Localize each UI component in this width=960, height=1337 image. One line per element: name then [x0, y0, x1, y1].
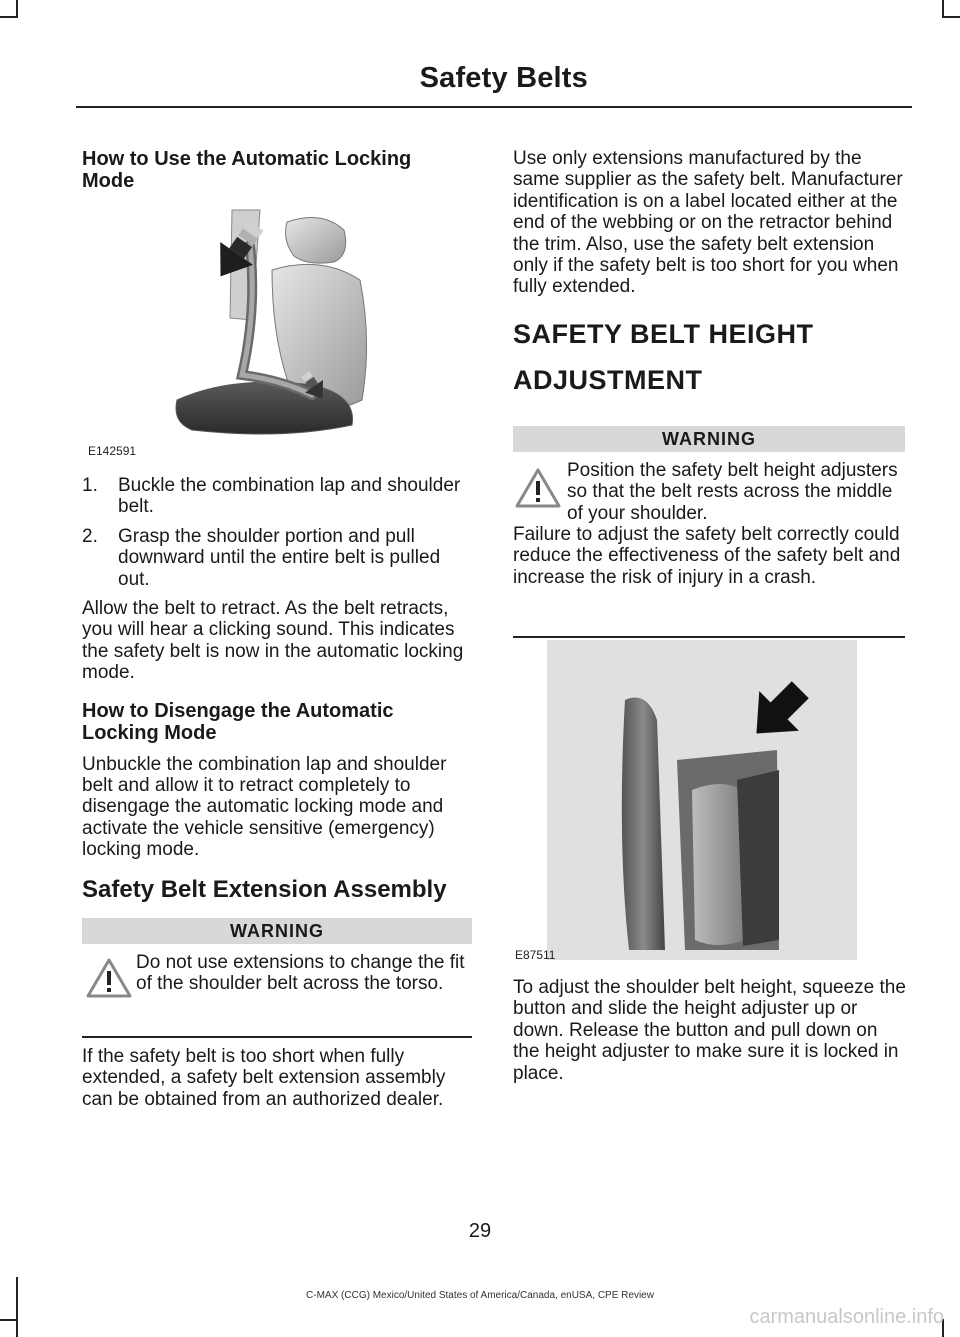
warning-triangle-icon	[515, 468, 561, 508]
step-number: 2.	[82, 525, 98, 547]
paragraph-extension-dealer: If the safety belt is too short when fully extended, a safety belt extension assembly can be obtained from an authorized dealer.	[82, 1046, 446, 1110]
crop-mark-top-left-h	[0, 16, 18, 18]
figure-id-e142591: E142591	[88, 444, 137, 458]
warning-divider	[82, 1036, 472, 1038]
crop-mark-top-right-h	[942, 16, 960, 18]
list-item	[82, 475, 476, 518]
watermark: carmanualsonline.info	[749, 1306, 944, 1328]
warning-box-extension	[82, 918, 472, 1038]
step-text: Buckle the combination lap and shoulder belt.	[118, 475, 461, 518]
header-divider	[76, 106, 912, 108]
adjuster-illustration	[547, 640, 857, 960]
seat-illustration	[82, 200, 474, 460]
warning-text-indented: Position the safety belt height adjusters so that the belt rests across the middle of your shoulder.	[567, 460, 898, 524]
warning-text-full: Failure to adjust the safety belt correctly could reduce the effectiveness of the safety belt and increase the risk of injury in a crash.	[513, 524, 901, 588]
left-column-body	[82, 475, 476, 905]
paragraph-adjust-height: To adjust the shoulder belt height, squeeze the button and slide the height adjuster up or down. Release the button and pull down on the height adjuster to make sure it is locked in place.	[513, 977, 906, 1084]
crop-mark-top-right-v	[942, 0, 944, 16]
warning-label: WARNING	[82, 918, 472, 944]
warning-body	[513, 460, 905, 636]
heading-height-adjustment-2: ADJUSTMENT	[513, 364, 703, 395]
crop-mark-top-left-v	[16, 0, 18, 16]
warning-box-height	[513, 426, 905, 638]
heading-extension-assembly: Safety Belt Extension Assembly	[82, 875, 447, 903]
left-column	[82, 148, 474, 192]
height-adjuster-figure	[515, 640, 857, 962]
list-item	[82, 526, 476, 590]
heading-height-adjustment-1: SAFETY BELT HEIGHT	[513, 318, 814, 349]
document-info: C-MAX (CCG) Mexico/United States of America/Canada, enUSA, CPE Review	[306, 1290, 654, 1301]
warning-triangle-icon	[86, 958, 132, 998]
paragraph-retract: Allow the belt to retract. As the belt retracts, you will hear a clicking sound. This indicates the safety belt is now in the automatic locking mode.	[82, 598, 464, 684]
seat-belt-figure	[82, 200, 474, 460]
warning-body	[82, 952, 472, 1036]
page-number: 29	[468, 1220, 492, 1242]
paragraph-disengage: Unbuckle the combination lap and shoulder belt and allow it to retract completely to disengage the automatic locking mode and activate the vehicle sensitive (emergency) locking mode.	[82, 753, 447, 861]
pointer-arrow-icon	[737, 670, 820, 753]
page-title: Safety Belts	[419, 62, 588, 94]
crop-mark-bottom-left-h	[0, 1319, 18, 1321]
warning-label: WARNING	[513, 426, 905, 452]
crop-mark-bottom-left-v	[16, 1277, 18, 1337]
warning-text: Do not use extensions to change the fit of the shoulder belt across the torso.	[136, 952, 465, 995]
right-column	[513, 148, 907, 396]
step-text: Grasp the shoulder portion and pull downward until the entire belt is pulled out.	[118, 525, 441, 590]
step-number: 1.	[82, 475, 98, 496]
figure-id-e87511: E87511	[515, 948, 556, 962]
steps-list	[82, 475, 476, 590]
heading-disengage: How to Disengage the Automatic Locking Mode	[82, 699, 394, 744]
heading-automatic-locking: How to Use the Automatic Locking Mode	[82, 148, 412, 192]
paragraph-extensions-supplier: Use only extensions manufactured by the same supplier as the safety belt. Manufacturer identification is on a label located either at the end of the webbing or on the retractor behind the trim. Also, use the safety belt extension only if the safety belt is too short for you when fully extended.	[513, 148, 903, 298]
warning-divider	[513, 636, 905, 638]
